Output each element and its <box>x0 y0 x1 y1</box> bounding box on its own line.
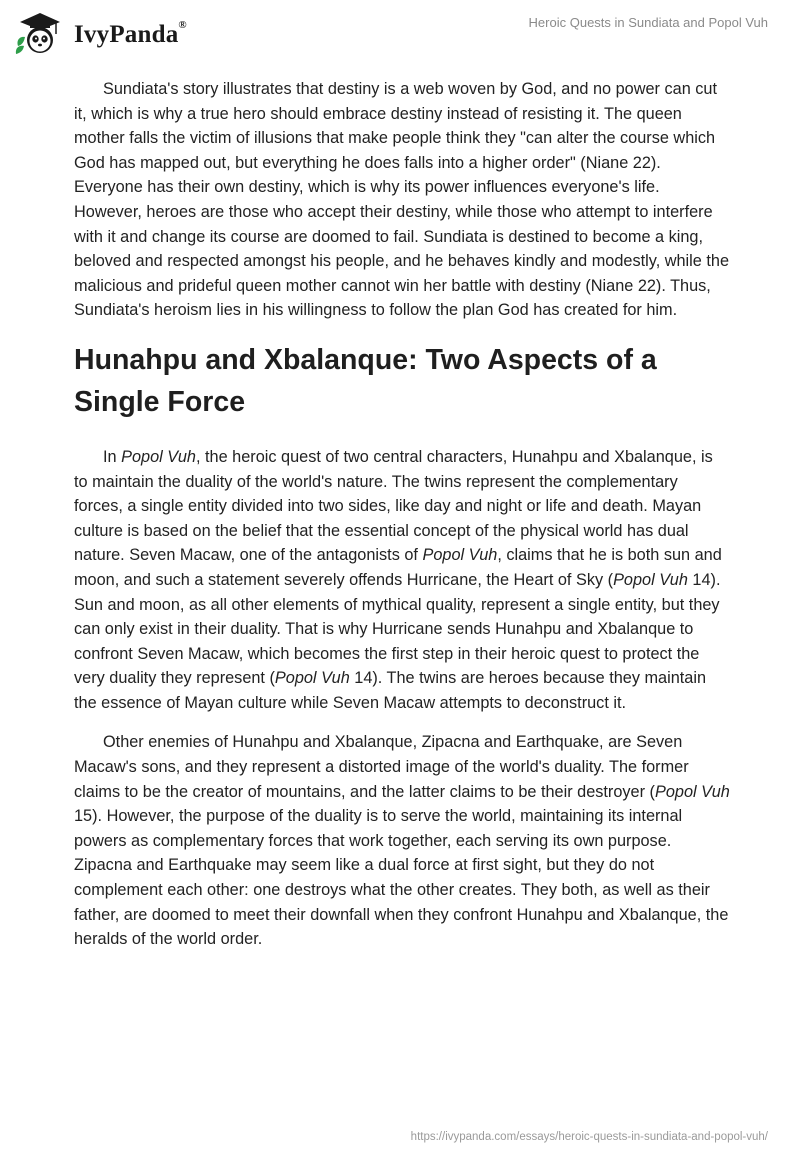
italic-title: Popol Vuh <box>121 447 196 466</box>
text-run: , the heroic quest of two central characters, Hunahpu and Xbalanque, is to maintain the duality of the world's nature. The twins represent the complementary forces, a single entity divided into two sides, like day and night or life and death. Mayan culture is based on the belief that the essential concept of the physical world has dual nature. Seven Macaw, one of the antagonists of <box>74 447 713 565</box>
document-title: Heroic Quests in Sundiata and Popol Vuh <box>528 15 768 30</box>
text-run: 15). However, the purpose of the duality is to serve the world, maintaining its internal powers as complementary forces that work together, each serving its own purpose. Zipacna and Earthquake may seem like a dual force at first sight, but they do not complement each other: one destroys what the other creates. They both, as well as their father, are doomed to meet their downfall when they confront Hunahpu and Xbalanque, the heralds of the world order. <box>74 807 729 949</box>
text-run: In <box>103 447 122 466</box>
paragraph-sundiata-destiny: Sundiata's story illustrates that destiny is a web woven by God, and no power can cut it, which is why a true hero should embrace destiny instead of resisting it. The queen mother falls the victim of illusions that make people think they "can alter the course which God has mapped out, but everything he does falls into a higher order" (Niane 22). Everyone has their own destiny, which is why its power influences everyone's life. However, heroes are those who accept their destiny, while those who attempt to interfere with it and change its course are doomed to fail. Sundiata is destined to become a king, beloved and respected amongst his people, and he behaves kindly and modestly, while the malicious and prideful queen mother cannot win her battle with destiny (Niane 22). Thus, Sundiata's heroism lies in his willingness to follow the plan God has created for him. <box>74 80 729 320</box>
section-heading: Hunahpu and Xbalanque: Two Aspects of a Single Force <box>74 343 657 418</box>
text-run: , claims that he is both sun and moon, and such a statement severely offends Hurricane, the Heart of Sky ( <box>74 546 722 589</box>
paragraph-other-enemies <box>74 730 730 951</box>
text-run: Other enemies of Hunahpu and Xbalanque, Zipacna and Earthquake, are Seven Macaw's sons, and they represent a distorted image of the world's duality. The former claims to be the creator of mountains, and the latter claims to be their destroyer ( <box>74 733 689 801</box>
footer-url[interactable]: https://ivypanda.com/essays/heroic-quests-in-sundiata-and-popol-vuh/ <box>410 1131 768 1143</box>
italic-title: Popol Vuh <box>613 570 688 589</box>
ivypanda-logo[interactable] <box>14 10 214 56</box>
italic-title: Popol Vuh <box>654 782 730 801</box>
brand-name-text: IvyPanda <box>74 21 179 48</box>
italic-title: Popol Vuh <box>274 669 350 688</box>
italic-title: Popol Vuh <box>422 546 498 565</box>
text-run: 14). The twins are heroes because they maintain the essence of Mayan culture while Seven Macaw attempts to deconstruct it. <box>74 669 707 712</box>
panda-graduation-cap-icon <box>14 10 66 56</box>
registered-mark: ® <box>178 19 187 31</box>
text-run: 14). Sun and moon, as all other elements of mythical quality, represent a single entity, but they can only exist in their duality. That is why Hurricane sends Hunahpu and Xbalanque to confront Seven Macaw, which becomes the first step in their heroic quest to protect the very duality they represent ( <box>74 570 721 688</box>
paragraph-twins-duality <box>74 445 730 716</box>
brand-name <box>74 21 187 49</box>
page-header <box>0 0 800 70</box>
article-body <box>74 77 730 967</box>
